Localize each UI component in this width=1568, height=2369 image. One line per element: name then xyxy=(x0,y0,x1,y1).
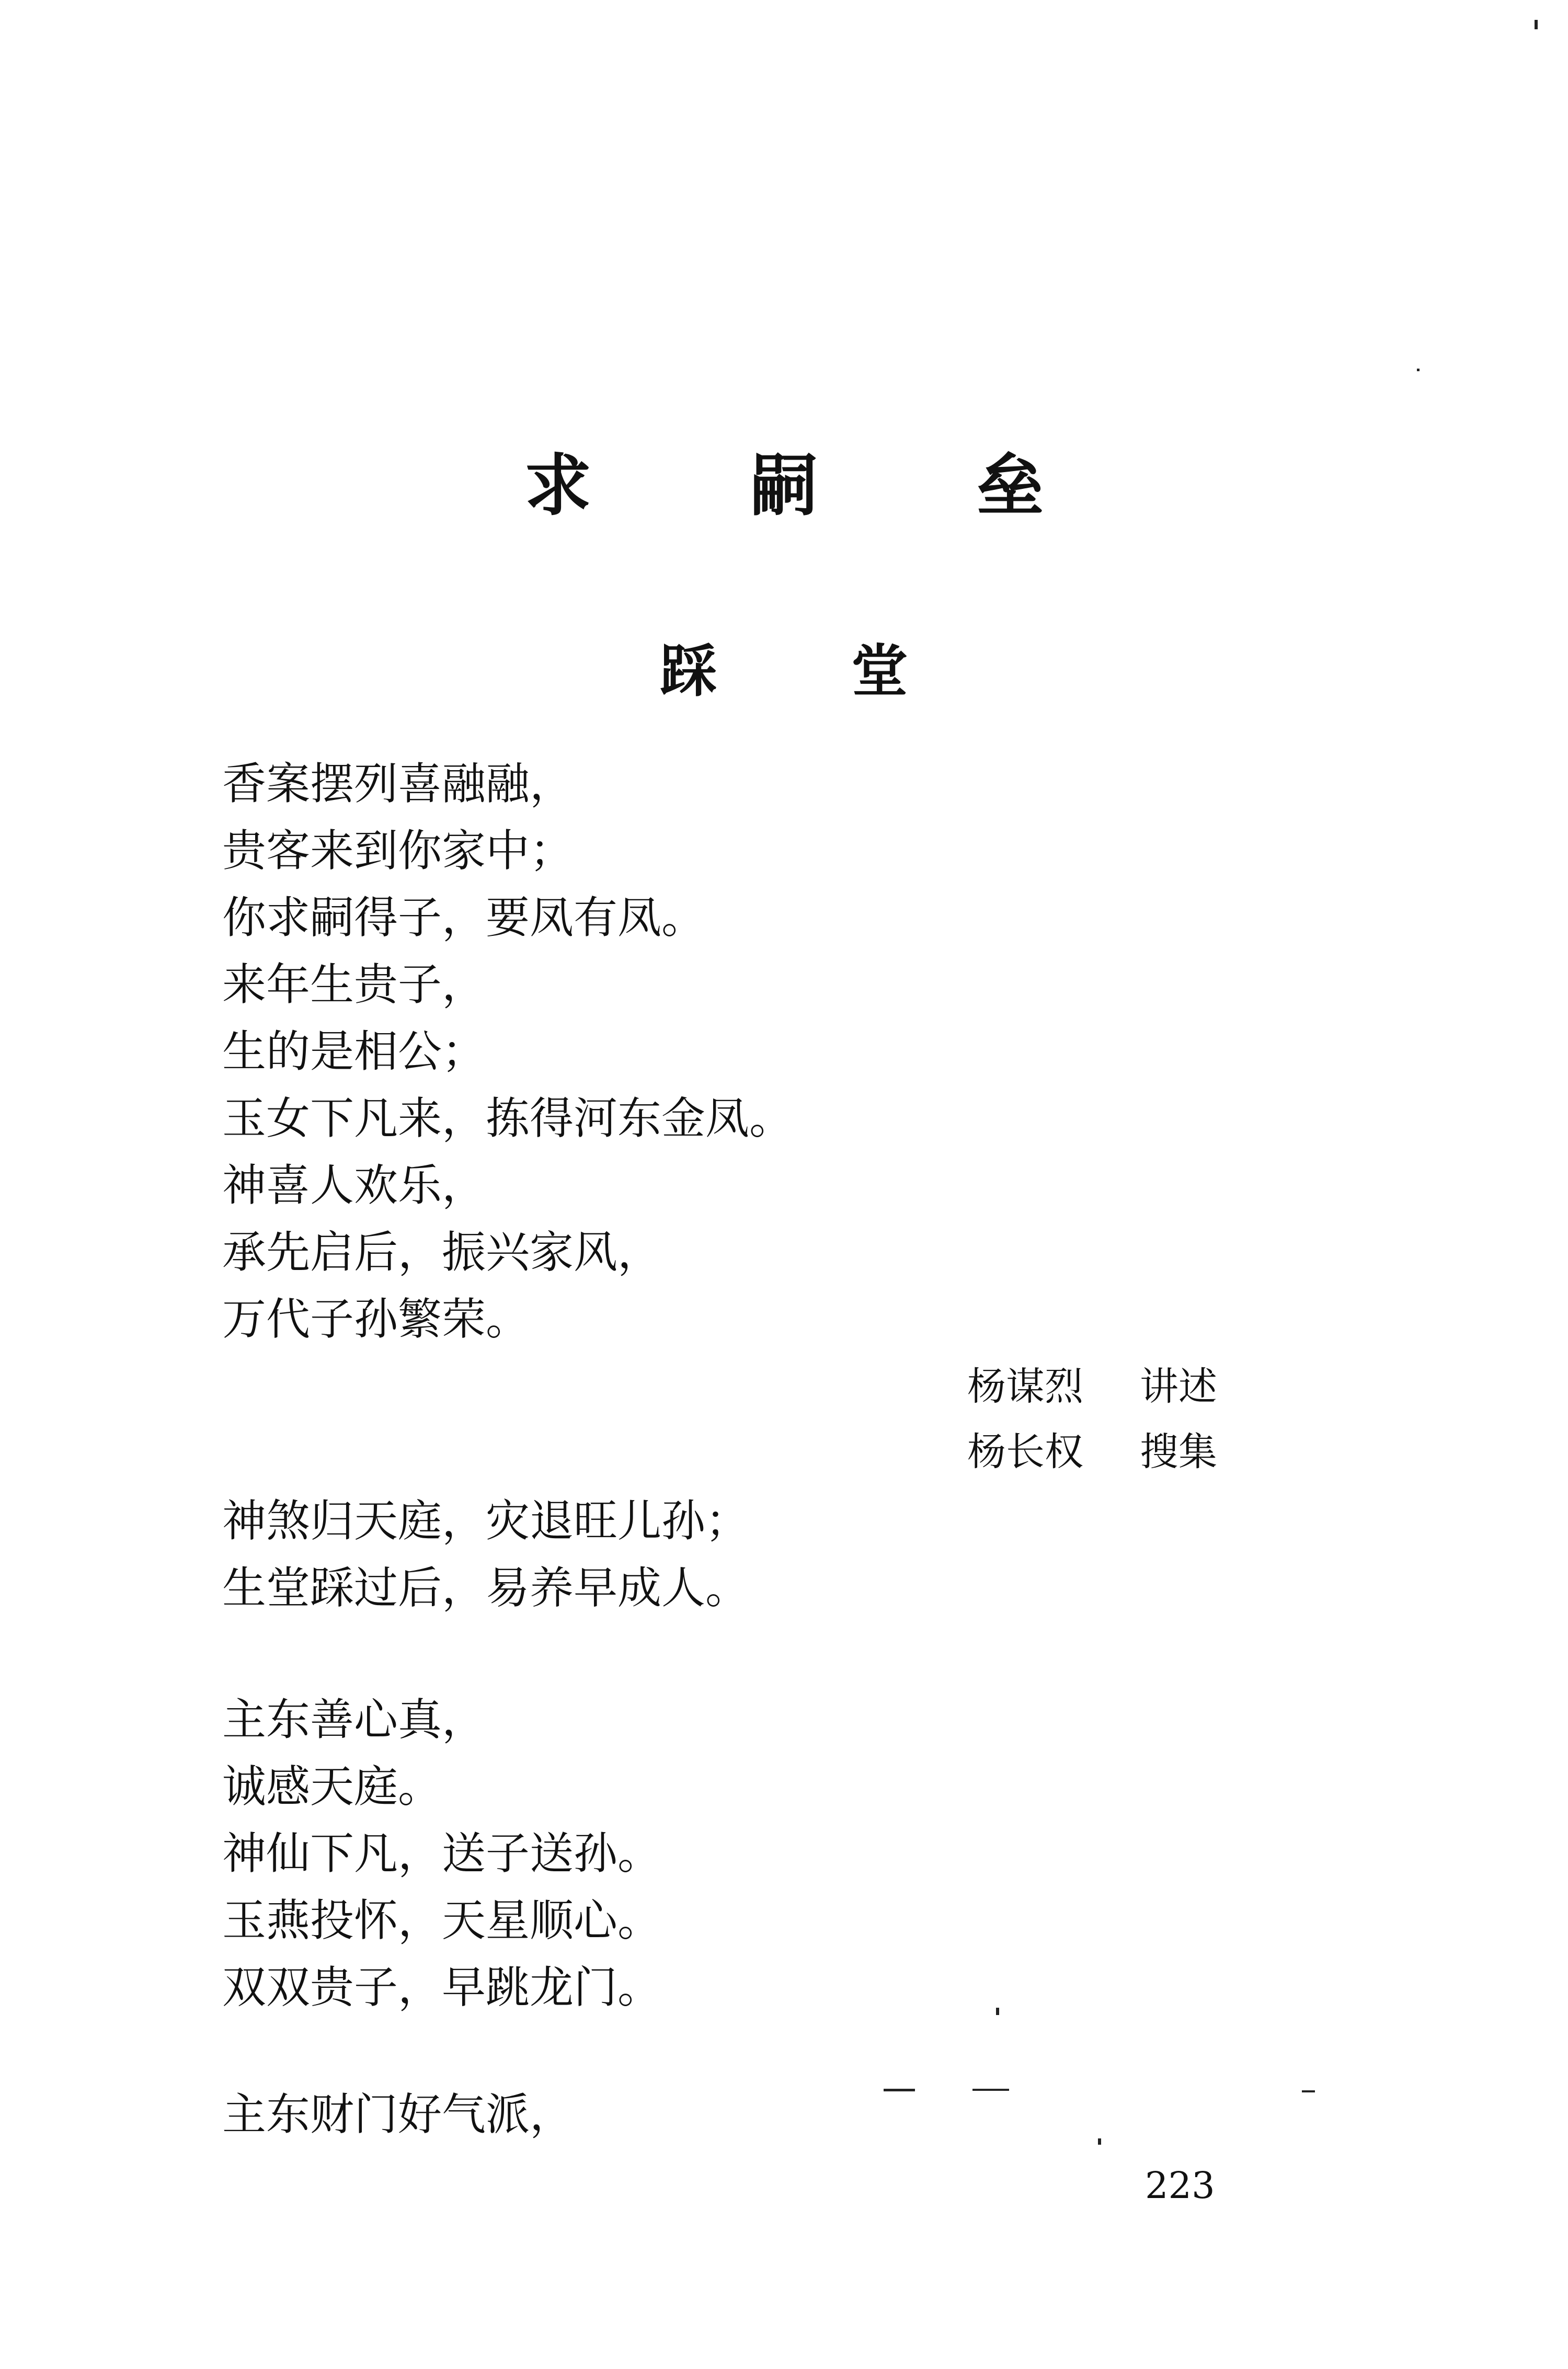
poem-line: 神喜人欢乐， xyxy=(222,1160,486,1211)
poem-line: 香案摆列喜融融， xyxy=(222,758,574,809)
scan-speck xyxy=(1417,369,1420,371)
stanza-4 xyxy=(222,2081,574,2148)
stanza-2 xyxy=(222,1487,749,1621)
poem-line: 生堂踩过后，易养早成人。 xyxy=(222,1562,750,1613)
scan-speck xyxy=(1302,2090,1315,2092)
stanza-3 xyxy=(222,1686,661,2021)
poem-line: 你求嗣得子，要凤有凤。 xyxy=(222,892,706,943)
poem-line: 双双贵子，早跳龙门。 xyxy=(222,1962,662,2013)
scan-speck xyxy=(1098,2138,1101,2145)
credits xyxy=(967,1354,1217,1485)
poem-title: 踩 堂 xyxy=(660,639,966,704)
poem-line: 玉女下凡来，拣得河东金凤。 xyxy=(222,1093,794,1144)
scan-speck xyxy=(1535,20,1538,29)
credit-role: 讲述 xyxy=(1140,1364,1217,1409)
scan-speck xyxy=(884,2089,915,2091)
scan-speck xyxy=(996,2008,999,2015)
poem-line: 贵客来到你家中； xyxy=(222,825,574,876)
credit-role: 搜集 xyxy=(1140,1429,1217,1474)
credit-collector xyxy=(967,1420,1217,1485)
poem-line: 主东财门好气派， xyxy=(222,2089,574,2140)
poem-line: 承先启后，振兴家风， xyxy=(222,1227,662,1278)
page-number: 223 xyxy=(1145,2164,1215,2207)
poem-line: 神仙下凡，送子送孙。 xyxy=(222,1828,662,1879)
credit-name: 杨谋烈 xyxy=(967,1364,1083,1409)
poem-line: 玉燕投怀，天星顺心。 xyxy=(222,1895,662,1946)
stanza-1 xyxy=(222,750,793,1353)
section-title: 求 嗣 垒 xyxy=(524,447,1112,525)
scan-speck xyxy=(972,2089,1009,2091)
poem-line: 万代子孙繁荣。 xyxy=(222,1294,530,1345)
poem-line: 主东善心真， xyxy=(222,1694,486,1745)
poem-line: 来年生贵子， xyxy=(222,959,486,1010)
poem-line: 神煞归天庭，灾退旺儿孙； xyxy=(222,1495,750,1547)
credit-name: 杨长权 xyxy=(967,1429,1083,1474)
poem-line: 生的是相公； xyxy=(222,1026,486,1077)
credit-narrator xyxy=(967,1354,1217,1420)
poem-line: 诚感天庭。 xyxy=(222,1761,442,1812)
